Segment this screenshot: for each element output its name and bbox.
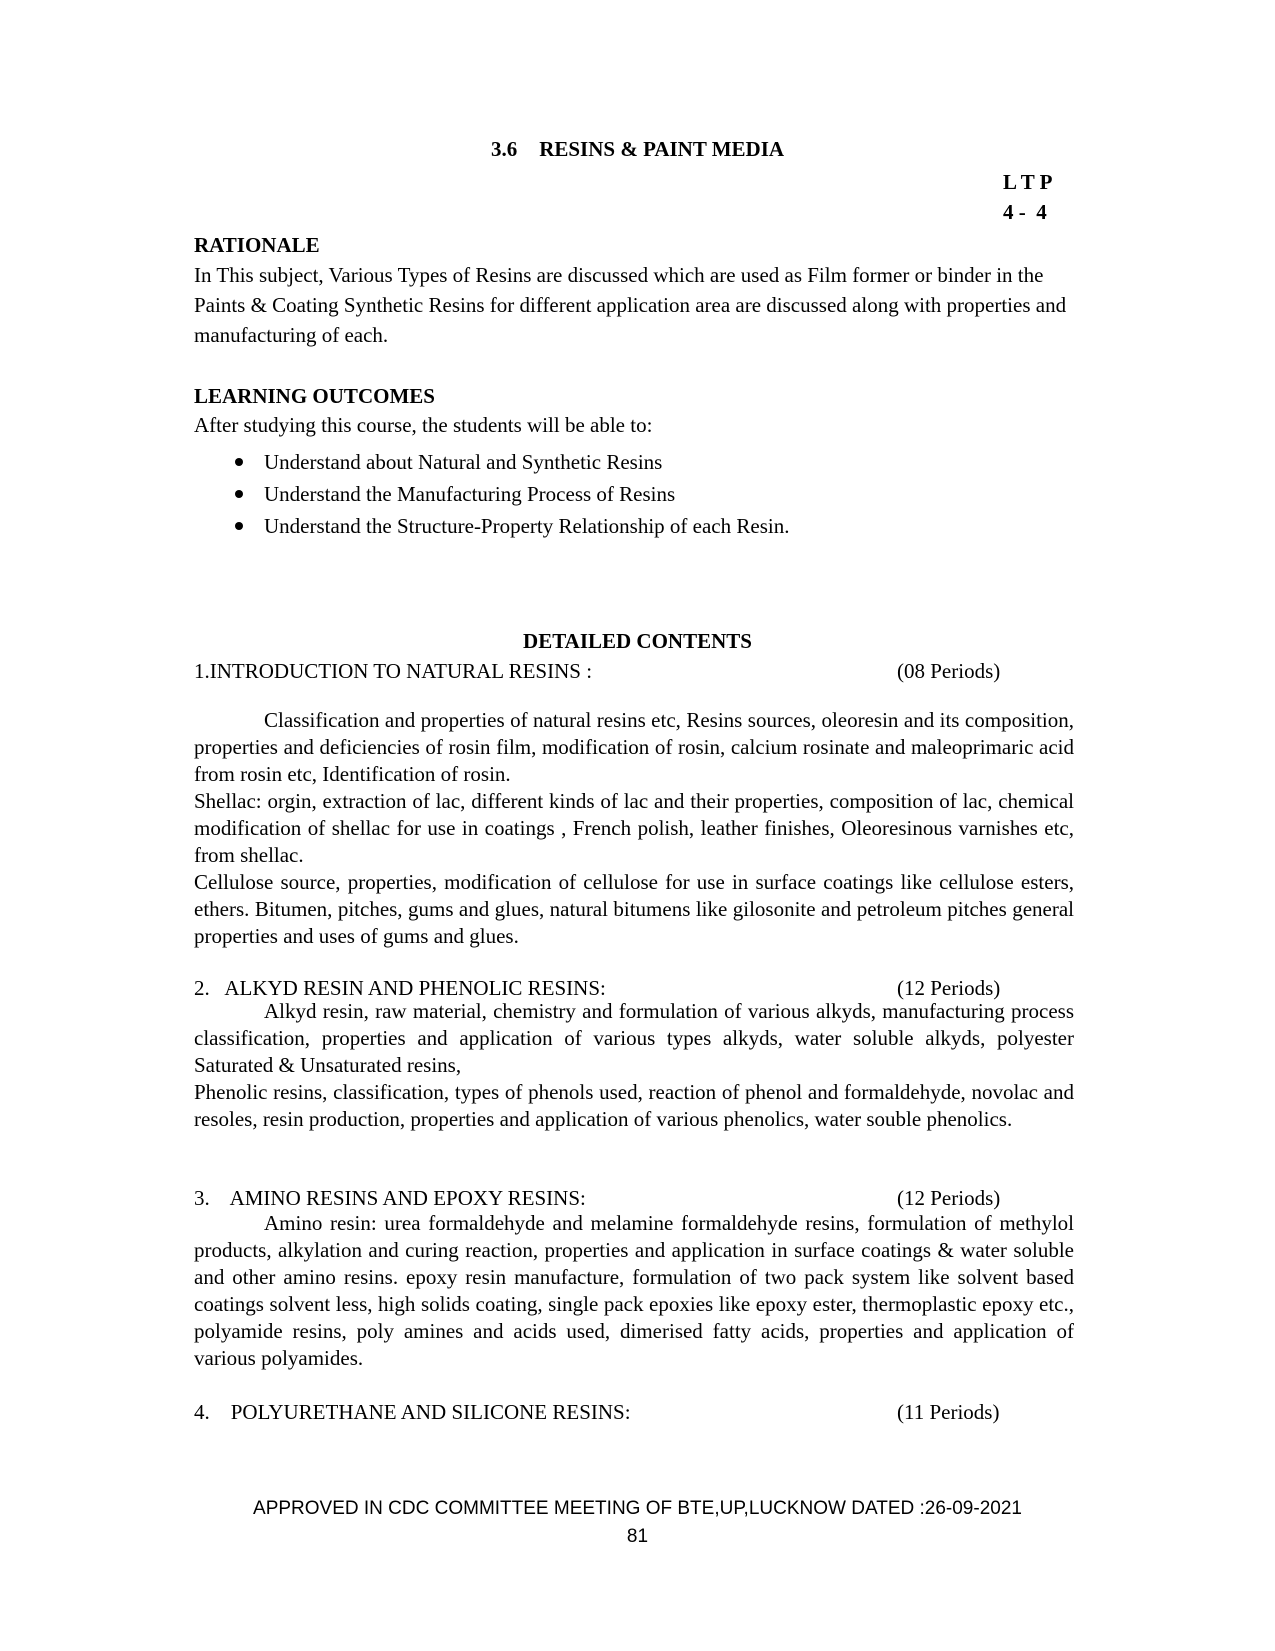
paragraph: Alkyd resin, raw material, chemistry and formulation of various alkyds, manufacturing process classification, properties and application of various types alkyds, water soluble alkyds, polyester Saturated & Unsaturated resins, [194,999,1074,1077]
list-item: Understand the Structure-Property Relationship of each Resin. [230,510,789,542]
rationale-heading: RATIONALE [194,233,320,257]
bullet-icon [235,458,243,466]
section-2-title: 2. ALKYD RESIN AND PHENOLIC RESINS: [194,976,606,1000]
bullet-icon [235,490,243,498]
detailed-contents-heading: DETAILED CONTENTS [523,629,752,653]
paragraph: Cellulose source, properties, modification of cellulose for use in surface coatings like cellulose esters, ethers. Bitumen, pitches, gums and glues, natural bitumens like gilosonite and petroleum pitches general properties and uses of gums and glues. [194,870,1074,948]
section-3-title: 3. AMINO RESINS AND EPOXY RESINS: [194,1186,586,1210]
page-title [0,137,1275,162]
rationale-text: In This subject, Various Types of Resins are discussed which are used as Film former or binder in the Paints & Coating Synthetic Resins for different application area are discussed along with properties and manufacturing of each. [194,263,1067,347]
section-2-body [194,998,1074,1133]
section-4-title: 4. POLYURETHANE AND SILICONE RESINS: [194,1400,631,1424]
paragraph: Phenolic resins, classification, types of phenols used, reaction of phenol and formaldehyde, novolac and resoles, resin production, properties and application of various phenolics, water souble phenolics. [194,1080,1074,1131]
list-item: Understand about Natural and Synthetic Resins [230,446,789,478]
learning-outcomes-heading: LEARNING OUTCOMES [194,384,435,408]
bullet-icon [235,522,243,530]
section-4-periods: (11 Periods) [897,1400,1000,1424]
section-3-periods: (12 Periods) [897,1186,1001,1210]
paragraph: Shellac: orgin, extraction of lac, different kinds of lac and their properties, composition of lac, chemical modification of shellac for use in coatings , French polish, leather finishes, Oleoresinous varnishes etc, from shellac. [194,789,1074,867]
approval-footer: APPROVED IN CDC COMMITTEE MEETING OF BTE,UP,LUCKNOW DATED :26-09-2021 [253,1498,1022,1519]
ltp-values: 4 - 4 [1003,200,1047,224]
paragraph: Amino resin: urea formaldehyde and melamine formaldehyde resins, formulation of methylol products, alkylation and curing reaction, properties and application in surface coatings & water soluble and other amino resins. epoxy resin manufacture, formulation of two pack system like solvent based coatings solvent less, high solids coating, single pack epoxies like epoxy ester, thermoplastic epoxy etc., polyamide resins, poly amines and acids used, dimerised fatty acids, properties and application of various polyamides. [194,1211,1074,1370]
section-2-periods: (12 Periods) [897,976,1001,1000]
section-number: 3.6 [490,137,518,161]
section-title: RESINS & PAINT MEDIA [539,137,785,161]
list-item: Understand the Manufacturing Process of Resins [230,478,789,510]
page-number: 81 [626,1526,649,1547]
section-1-body [194,707,1074,950]
learning-outcomes-intro: After studying this course, the students will be able to: [194,413,653,437]
learning-outcomes-list [230,446,789,542]
section-1-periods: (08 Periods) [897,659,1001,683]
paragraph: Classification and properties of natural resins etc, Resins sources, oleoresin and its composition, properties and deficiencies of rosin film, modification of rosin, calcium rosinate and maleoprimaric acid from rosin etc, Identification of rosin. [194,708,1074,786]
ltp-labels: L T P [1003,170,1053,194]
section-3-body [194,1210,1074,1372]
section-1-title: 1.INTRODUCTION TO NATURAL RESINS : [194,659,593,683]
